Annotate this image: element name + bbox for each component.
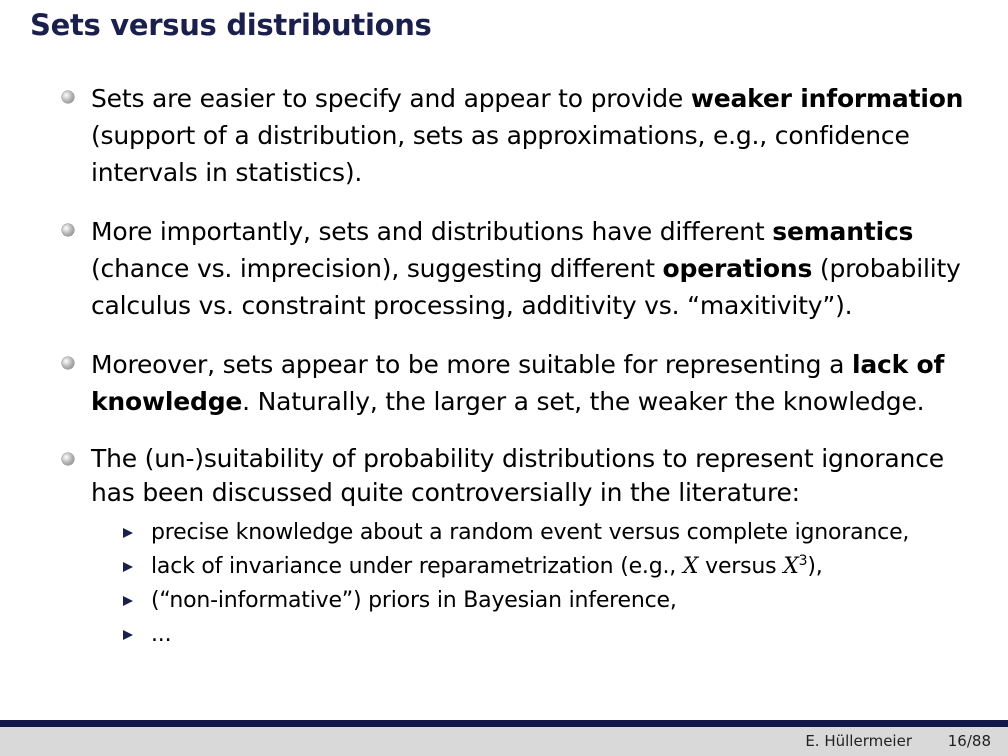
sub-bullet-text: lack of invariance under reparametrization (e.g., bbox=[151, 554, 683, 579]
sub-bullet-item bbox=[123, 618, 985, 652]
sub-bullet-item bbox=[123, 584, 985, 618]
triangle-bullet-icon bbox=[123, 630, 133, 640]
triangle-bullet-icon bbox=[123, 562, 133, 572]
bullet-text: . Naturally, the larger a set, the weaker the knowledge. bbox=[242, 387, 925, 416]
emphasis-text: semantics bbox=[772, 217, 914, 246]
bullet-ball-icon bbox=[62, 91, 74, 103]
sub-bullet-list bbox=[123, 516, 985, 652]
sub-bullet-item bbox=[123, 550, 985, 584]
bullet-item bbox=[60, 213, 985, 324]
page-number: 16/88 bbox=[947, 732, 991, 750]
sub-bullet-text: ), bbox=[807, 554, 823, 579]
sub-bullet-text: versus bbox=[698, 554, 784, 579]
bullet-text: The (un-)suitability of probability distributions to represent ignorance has been discussed quite controversially in the literature: bbox=[91, 444, 944, 507]
sub-bullet-item bbox=[123, 516, 985, 550]
bullet-item bbox=[60, 80, 985, 191]
bullet-text: (probability calculus vs. constraint processing, additivity vs. “maxitivity”). bbox=[91, 254, 961, 320]
triangle-bullet-icon bbox=[123, 528, 133, 538]
footer-rule bbox=[0, 720, 1008, 727]
bullet-ball-icon bbox=[62, 453, 74, 465]
bullet-ball-icon bbox=[62, 357, 74, 369]
bullet-text: (support of a distribution, sets as approximations, e.g., confidence intervals in statistics). bbox=[91, 121, 910, 187]
bullet-text: More importantly, sets and distributions have different bbox=[91, 217, 773, 246]
math-exponent: 3 bbox=[798, 553, 808, 569]
emphasis-text: weaker information bbox=[690, 84, 964, 113]
footer-bar bbox=[0, 727, 1008, 756]
footer-author: E. Hüllermeier bbox=[805, 732, 912, 750]
bullet-list bbox=[60, 80, 985, 652]
sub-bullet-text: precise knowledge about a random event versus complete ignorance, bbox=[151, 520, 910, 545]
math-variable: X bbox=[682, 554, 699, 579]
emphasis-text: operations bbox=[662, 254, 813, 283]
sub-bullet-text: ... bbox=[151, 622, 172, 647]
math-variable: X bbox=[783, 554, 799, 579]
bullet-ball-icon bbox=[62, 224, 74, 236]
bullet-text: Moreover, sets appear to be more suitable for representing a bbox=[91, 350, 852, 379]
bullet-text: (chance vs. imprecision), suggesting different bbox=[91, 254, 663, 283]
bullet-item bbox=[60, 346, 985, 420]
slide-title: Sets versus distributions bbox=[30, 8, 432, 42]
emphasis-text: lack of knowledge bbox=[91, 350, 945, 416]
bullet-item bbox=[60, 442, 985, 652]
bullet-text: Sets are easier to specify and appear to provide bbox=[91, 84, 691, 113]
sub-bullet-text: (“non-informative”) priors in Bayesian inference, bbox=[151, 588, 677, 613]
triangle-bullet-icon bbox=[123, 596, 133, 606]
